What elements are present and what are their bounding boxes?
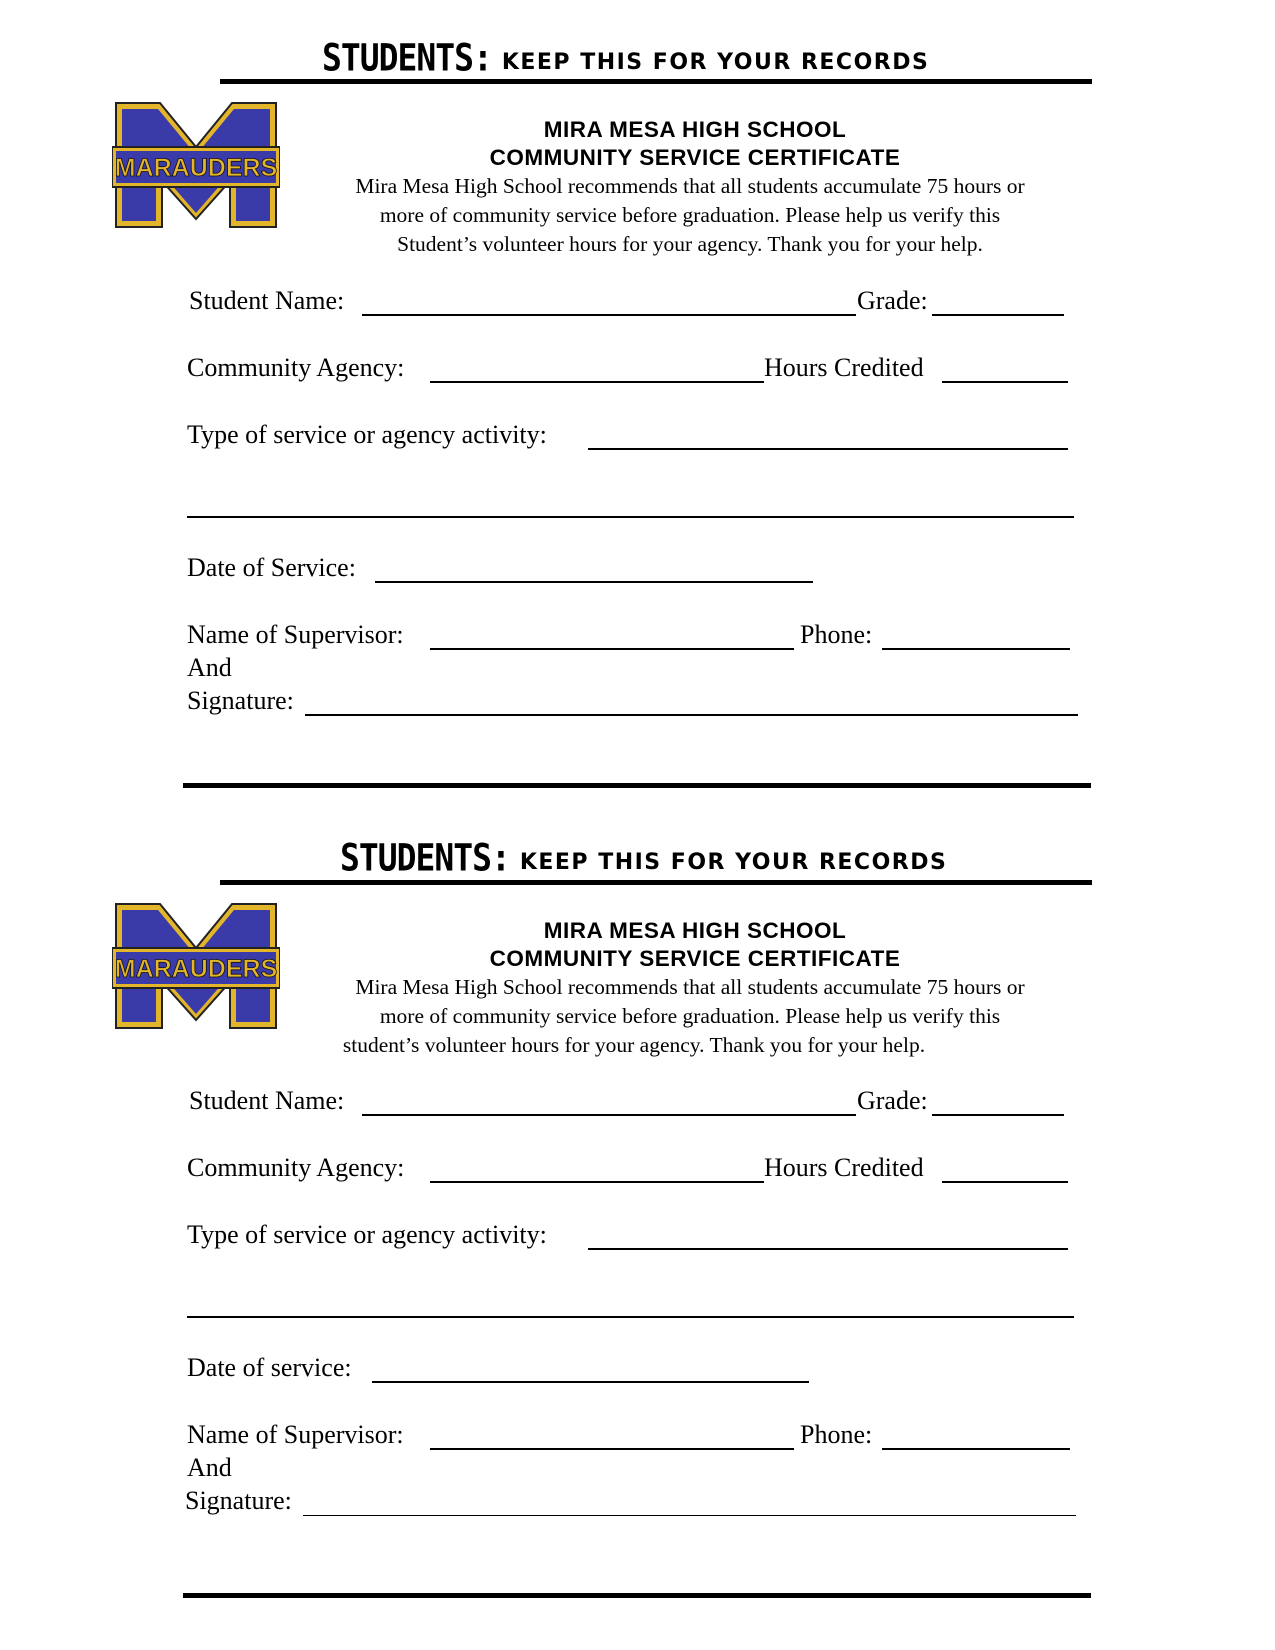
service-type-field-extra[interactable] — [187, 1316, 1074, 1318]
certificate-title: COMMUNITY SERVICE CERTIFICATE — [489, 946, 901, 971]
hours-label: Hours Credited — [764, 1153, 924, 1182]
signature-field[interactable] — [305, 714, 1078, 716]
phone-field[interactable] — [882, 648, 1070, 650]
and-label: And — [187, 1453, 232, 1482]
grade-label: Grade: — [857, 1086, 928, 1115]
heading-rule — [220, 79, 1092, 84]
grade-field[interactable] — [932, 1114, 1064, 1116]
service-type-field[interactable] — [588, 448, 1068, 450]
hours-field[interactable] — [942, 1181, 1068, 1183]
student-name-label: Student Name: — [189, 286, 345, 315]
marauders-logo — [112, 902, 280, 1030]
form-end-rule — [183, 1593, 1091, 1598]
phone-label: Phone: — [800, 1420, 873, 1449]
service-type-label: Type of service or agency activity: — [187, 420, 547, 449]
intro-line: student’s volunteer hours for your agency. Thank you for your help. — [342, 1033, 926, 1057]
certificate-form-2 — [0, 810, 1275, 1620]
heading-sub: KEEP THIS FOR YOUR RECORDS — [501, 50, 930, 75]
marauders-logo — [112, 101, 280, 229]
service-type-label: Type of service or agency activity: — [187, 1220, 547, 1249]
certificate-title: COMMUNITY SERVICE CERTIFICATE — [489, 145, 901, 170]
supervisor-field[interactable] — [430, 1448, 794, 1450]
agency-label: Community Agency: — [187, 353, 405, 382]
heading-main: STUDENTS: — [322, 35, 492, 80]
student-name-field[interactable] — [362, 1114, 856, 1116]
intro-line: Student’s volunteer hours for your agency. Thank you for your help. — [397, 232, 983, 256]
date-field[interactable] — [372, 1381, 809, 1383]
date-field[interactable] — [375, 581, 813, 583]
phone-label: Phone: — [800, 620, 873, 649]
supervisor-label: Name of Supervisor: — [187, 620, 404, 649]
date-label: Date of service: — [187, 1353, 352, 1382]
certificate-form-1 — [0, 0, 1275, 810]
school-name: MIRA MESA HIGH SCHOOL — [543, 117, 847, 142]
grade-field[interactable] — [932, 314, 1064, 316]
signature-label: Signature: — [187, 686, 294, 715]
hours-label: Hours Credited — [764, 353, 924, 382]
form-heading — [340, 835, 948, 880]
phone-field[interactable] — [882, 1448, 1070, 1450]
school-header — [420, 917, 970, 973]
date-label: Date of Service: — [187, 553, 356, 582]
agency-field[interactable] — [430, 1181, 764, 1183]
agency-label: Community Agency: — [187, 1153, 405, 1182]
grade-label: Grade: — [857, 286, 928, 315]
intro-line: Mira Mesa High School recommends that all students accumulate 75 hours or — [355, 174, 1025, 198]
supervisor-field[interactable] — [430, 648, 794, 650]
form-heading — [322, 35, 930, 80]
hours-field[interactable] — [942, 381, 1068, 383]
service-type-field-extra[interactable] — [187, 516, 1074, 518]
signature-label: Signature: — [185, 1486, 292, 1515]
signature-field[interactable] — [303, 1515, 1076, 1516]
form-end-rule — [183, 783, 1091, 788]
intro-line: more of community service before graduation. Please help us verify this — [379, 1004, 1001, 1028]
supervisor-label: Name of Supervisor: — [187, 1420, 404, 1449]
logo-text: MARAUDERS — [114, 955, 278, 983]
intro-paragraph — [290, 172, 1090, 259]
and-label: And — [187, 653, 232, 682]
school-header — [420, 116, 970, 172]
school-name: MIRA MESA HIGH SCHOOL — [543, 918, 847, 943]
student-name-field[interactable] — [362, 314, 856, 316]
heading-rule — [220, 880, 1092, 885]
student-name-label: Student Name: — [189, 1086, 345, 1115]
service-type-field[interactable] — [588, 1248, 1068, 1250]
heading-sub: KEEP THIS FOR YOUR RECORDS — [519, 850, 948, 875]
intro-line: more of community service before graduation. Please help us verify this — [379, 203, 1001, 227]
agency-field[interactable] — [430, 381, 764, 383]
intro-paragraph — [290, 973, 1090, 1060]
logo-text: MARAUDERS — [114, 154, 278, 182]
heading-main: STUDENTS: — [340, 835, 510, 880]
intro-line: Mira Mesa High School recommends that all students accumulate 75 hours or — [355, 975, 1025, 999]
